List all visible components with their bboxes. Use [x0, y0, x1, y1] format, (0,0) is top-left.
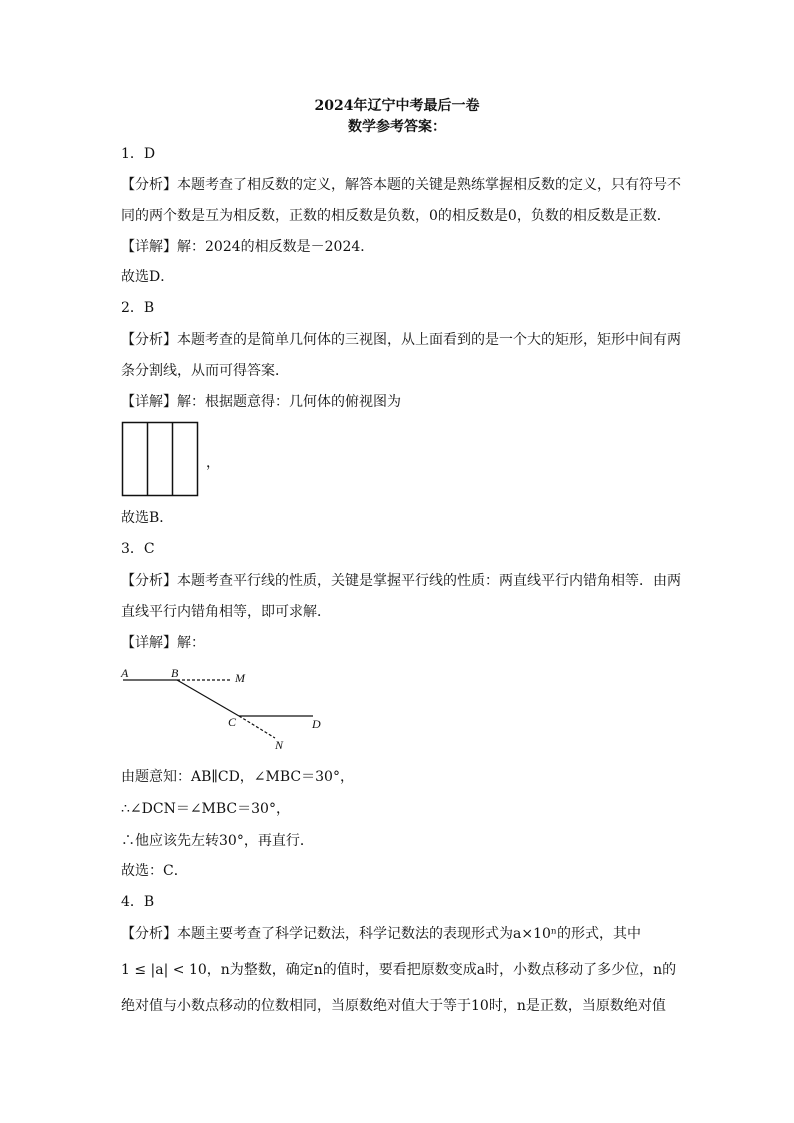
page-subtitle: 数学参考答案：: [348, 119, 446, 135]
label-c: C: [228, 715, 237, 729]
q1-analysis-line-1: 【分析】本题考查了相反数的定义，解答本题的关键是熟练掌握相反数的定义，只有符号不: [121, 177, 681, 193]
q3-analysis-line-1: 【分析】本题考查平行线的性质，关键是掌握平行线的性质：两直线平行内错角相等．由两: [121, 573, 681, 589]
q2-detail: 【详解】解：根据题意得：几何体的俯视图为: [121, 394, 401, 410]
q4-answer: 4．B: [121, 894, 155, 910]
q4-analysis-line-1: 【分析】本题主要考查了科学记数法，科学记数法的表现形式为a×10ⁿ的形式，其中: [121, 926, 641, 942]
label-d: D: [312, 717, 321, 731]
ray-cn-dashed: [239, 716, 275, 738]
q3-therefore-angle: ∴∠DCN＝∠MBC＝30°，: [121, 801, 290, 817]
q3-answer: 3．C: [121, 541, 155, 557]
q3-therefore-turn: ∴他应该先左转30°，再直行．: [121, 833, 314, 849]
q2-answer: 2．B: [121, 300, 155, 316]
q2-analysis-line-2: 条分割线，从而可得答案．: [121, 363, 289, 379]
label-m: M: [235, 671, 245, 685]
q3-analysis-line-2: 直线平行内错角相等，即可求解．: [121, 604, 331, 620]
label-b: B: [171, 666, 179, 680]
top-view-figure: [121, 421, 201, 499]
q1-choose: 故选D．: [121, 269, 175, 285]
q1-analysis-line-2: 同的两个数是互为相反数，正数的相反数是负数，0的相反数是0，负数的相反数是正数．: [121, 208, 671, 224]
top-view-outer-rect: [123, 423, 198, 496]
q2-choose: 故选B．: [121, 510, 174, 526]
q4-analysis-line-2: 1 ≤ |a| < 10，n为整数，确定n的值时，要看把原数变成a时，小数点移动了多少位，n的: [121, 962, 677, 978]
q3-choose: 故选：C．: [121, 863, 188, 879]
q4-analysis-line-3: 绝对值与小数点移动的位数相同，当原数绝对值大于等于10时，n是正数，当原数绝对值: [121, 998, 666, 1014]
page-title: 2024年辽宁中考最后一卷: [314, 98, 480, 114]
q1-detail: 【详解】解：2024的相反数是－2024．: [121, 239, 375, 255]
parallel-lines-figure: [115, 664, 335, 756]
q2-analysis-line-1: 【分析】本题考查的是简单几何体的三视图，从上面看到的是一个大的矩形，矩形中间有两: [121, 332, 681, 348]
label-n: N: [275, 738, 284, 752]
segment-bc: [177, 680, 239, 716]
q3-detail: 【详解】解：: [121, 635, 205, 651]
q3-known: 由题意知：AB∥CD，∠MBC＝30°，: [121, 769, 354, 785]
q1-answer: 1．D: [121, 146, 156, 162]
label-a: A: [121, 666, 129, 680]
q2-figure-comma: ，: [206, 455, 220, 471]
